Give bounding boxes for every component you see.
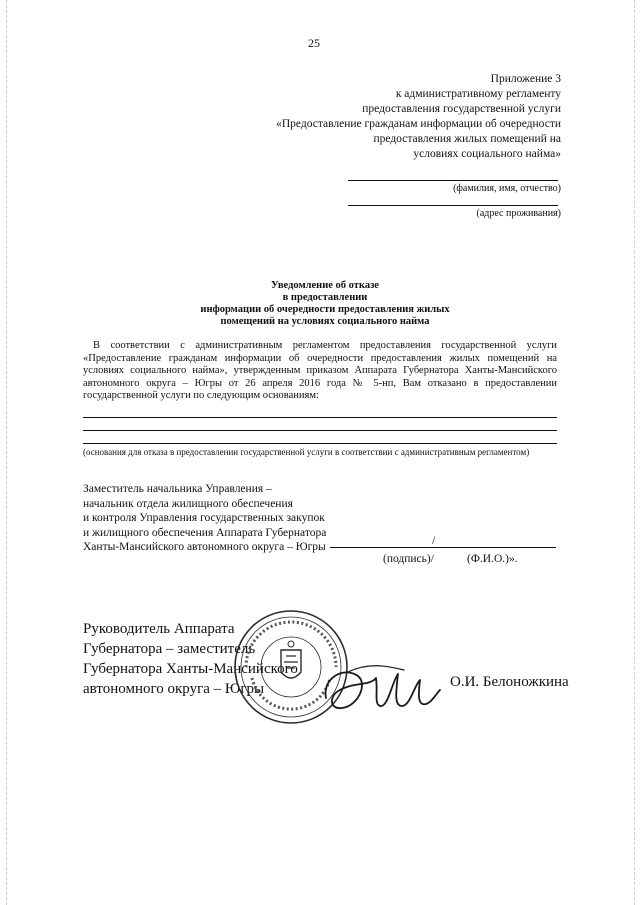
name-caption: (Ф.И.О.)». — [467, 553, 518, 565]
handwritten-signature-icon — [318, 652, 448, 722]
reason-line — [83, 417, 557, 418]
appendix-header — [276, 72, 561, 162]
signatory-line: и контроля Управления государственных закупок — [83, 512, 325, 525]
approval-line: Губернатора – заместитель — [83, 641, 256, 657]
appendix-line: «Предоставление гражданам информации об очередности — [276, 118, 561, 130]
notice-title-line: информации об очередности предоставления жилых — [200, 304, 450, 315]
signer-name: О.И. Белоножкина — [450, 674, 569, 690]
recipient-address-line — [348, 205, 558, 206]
approval-line: Губернатора Ханты-Мансийского — [83, 661, 298, 677]
signatory-line: и жилищного обеспечения Аппарата Губернатора — [83, 526, 327, 539]
reason-line — [83, 443, 557, 444]
reason-caption: (основания для отказа в предоставлении государственной услуги в соответствии с административным регламентом) — [83, 447, 530, 457]
signature-caption: (подпись)/ — [383, 553, 434, 565]
appendix-line: предоставления жилых помещений на — [373, 133, 561, 145]
approval-line: Руководитель Аппарата — [83, 621, 235, 637]
scan-edge-right — [634, 0, 636, 905]
recipient-name-line — [348, 180, 558, 181]
appendix-line: к административному регламенту — [395, 88, 561, 100]
appendix-line: условиях социального найма» — [413, 148, 561, 160]
notice-title-line: Уведомление об отказе — [271, 280, 379, 291]
approval-line: автономного округа – Югры — [83, 681, 265, 697]
page-number: 25 — [308, 36, 320, 50]
scan-edge-left — [6, 0, 8, 905]
appendix-line: предоставления государственной услуги — [362, 103, 561, 115]
notice-body: В соответствии с административным регламентом предоставления государственной услуги «Предоставление гражданам информации об очередности предоставления жилых помещений на условиях социального найма», утвержденным приказом Аппарата Губернатора Ханты-Мансийского автономного округа – Югры от 26 апреля 2016 года № 5-нп, Вам отказано в предоставлении государственной услуги по следующим основаниям: — [83, 340, 557, 402]
signatory-block — [83, 482, 326, 555]
signature-line — [330, 547, 556, 548]
notice-title-line: в предоставлении — [282, 292, 368, 303]
recipient-name-caption: (фамилия, имя, отчество) — [453, 183, 561, 194]
recipient-address-caption: (адрес проживания) — [476, 208, 561, 219]
signature-slash: / — [432, 535, 436, 547]
signatory-line: Заместитель начальника Управления – — [83, 483, 272, 495]
reason-line — [83, 430, 557, 431]
notice-title — [160, 280, 490, 328]
notice-title-line: помещений на условиях социального найма — [220, 316, 430, 327]
signatory-line: начальник отдела жилищного обеспечения — [83, 497, 293, 510]
appendix-line: Приложение 3 — [490, 73, 561, 85]
signatory-line: Ханты-Мансийского автономного округа – Югры — [83, 541, 326, 554]
